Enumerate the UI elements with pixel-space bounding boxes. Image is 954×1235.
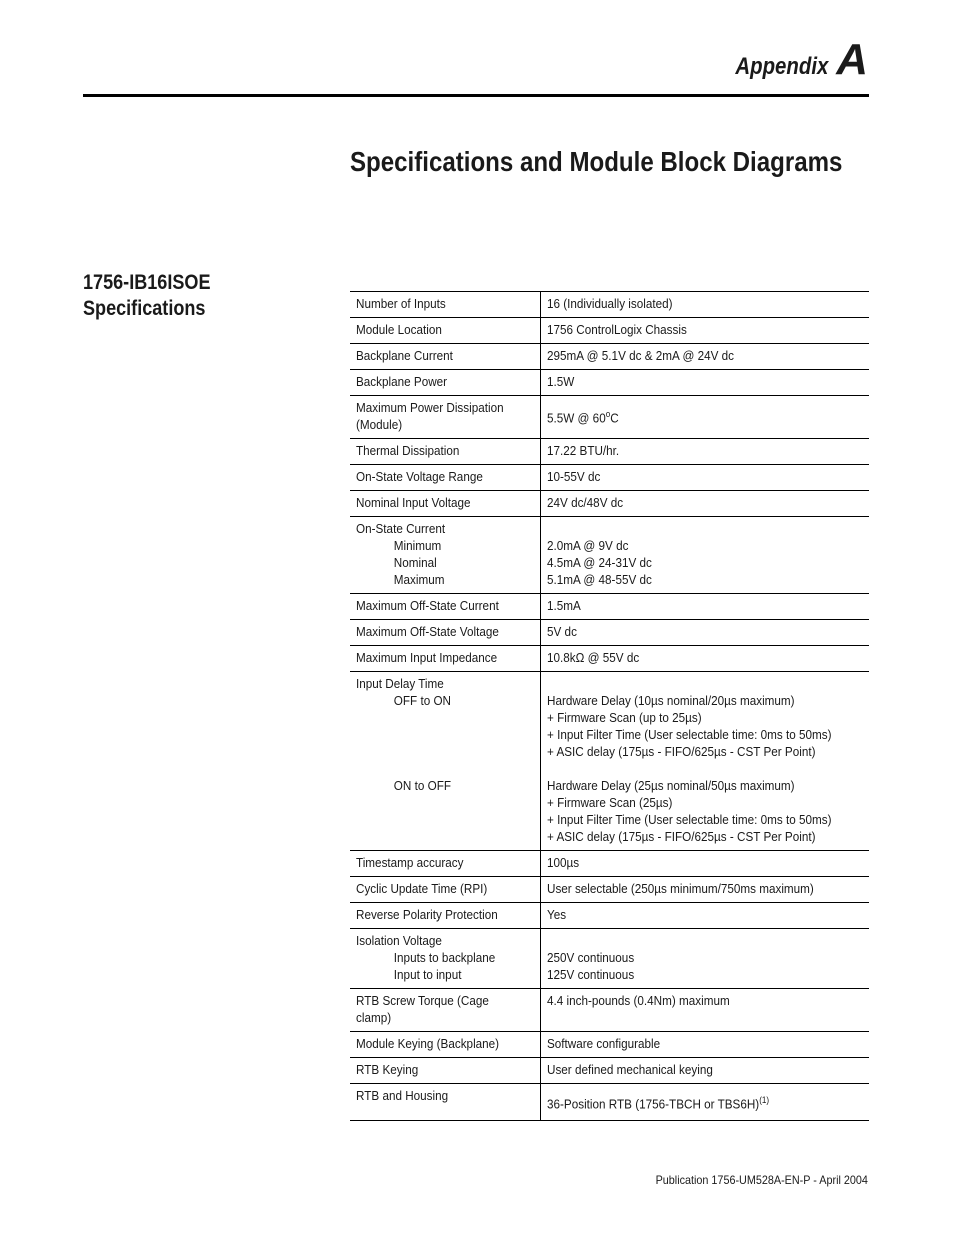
spec-param [350,396,540,439]
appendix-letter: A [836,35,868,84]
spec-param-text: Module Keying (Backplane) [356,1036,500,1051]
spec-row [350,646,869,672]
spec-param [350,594,540,620]
spec-param [350,370,540,396]
spec-param-text: Module Location [356,322,442,337]
spec-subparam: Input to input [393,967,462,982]
spec-subparam: Inputs to backplane [393,950,496,965]
spec-param-text: Nominal Input Voltage [356,495,471,510]
spec-value-text: User selectable (250µs minimum/750ms maximum) [546,881,814,896]
spec-param [350,646,540,672]
spec-value [540,370,869,396]
spec-param [350,929,540,989]
spec-subparam: OFF to ON [393,693,452,708]
spec-row [350,370,869,396]
spec-row [350,1084,869,1121]
spec-value-text: 125V continuous [546,967,635,982]
appendix-word: Appendix [735,53,829,80]
spec-value-text: 250V continuous [546,950,635,965]
spec-value-text: 5V dc [546,624,577,639]
spec-param [350,851,540,877]
spec-value-text: 100µs [546,855,580,870]
spec-value-text: + ASIC delay (175µs - FIFO/625µs - CST Per Point) [546,744,816,759]
spec-param-text: clamp) [356,1010,392,1025]
spec-param [350,439,540,465]
spec-subparam: Minimum [393,538,442,553]
spec-value-text [547,1092,831,1112]
spec-value-text: 10.8kΩ @ 55V dc [546,650,640,665]
footnote-marker: (1) [759,1095,770,1105]
spec-value [540,989,869,1032]
value-base: 5.5W @ 60 [546,410,606,426]
spec-row [350,929,869,989]
spec-row [350,620,869,646]
spec-value-text: 1.5mA [546,598,581,613]
specifications-table [350,291,869,1121]
spec-param-text: Maximum Input Impedance [356,650,498,665]
spec-value-text: 1.5W [546,374,575,389]
spec-row [350,517,869,594]
spec-value-text: 4.5mA @ 24-31V dc [546,555,652,570]
spec-param-text: Thermal Dissipation [356,443,460,458]
spec-param-text: RTB Screw Torque (Cage [356,993,489,1008]
spec-value [540,292,869,318]
spec-param-text: (Module) [356,417,403,432]
spec-value-text: Software configurable [546,1036,661,1051]
value-unit: C [610,410,619,426]
spec-value [540,1032,869,1058]
spec-row [350,877,869,903]
spec-value [540,620,869,646]
spec-param-text: Maximum Power Dissipation [356,400,504,415]
spec-row [350,851,869,877]
spec-param-text: Maximum Off-State Voltage [356,624,499,639]
spec-param [350,465,540,491]
spec-param-text: Cyclic Update Time (RPI) [356,881,488,896]
publication-footer: Publication 1756-UM528A-EN-P - April 2004 [655,1173,868,1187]
spec-value [540,672,869,851]
spec-value-text: Hardware Delay (25µs nominal/50µs maximum) [546,778,795,793]
spec-param [350,877,540,903]
spec-value-text: 17.22 BTU/hr. [546,443,620,458]
spec-row [350,1058,869,1084]
spec-subparam: Maximum [393,572,445,587]
section-heading-line2: Specifications [83,297,206,320]
spec-param-text: Number of Inputs [356,296,446,311]
spec-value [540,851,869,877]
spec-subparam: Nominal [393,555,437,570]
spec-row [350,594,869,620]
spec-param-text: RTB Keying [356,1062,419,1077]
spec-param-text: Backplane Current [356,348,453,363]
spec-value-text: 1756 ControlLogix Chassis [546,322,687,337]
spec-row [350,989,869,1032]
spec-row [350,903,869,929]
spec-value [540,646,869,672]
value-base: 36-Position RTB (1756-TBCH or TBS6H) [546,1096,760,1112]
spec-subparam: ON to OFF [393,778,452,793]
spec-param-text: Input Delay Time [356,676,444,691]
header-rule [83,94,869,97]
spec-param [350,517,540,594]
spec-value [540,491,869,517]
section-heading-line1: 1756-IB16ISOE [83,271,211,294]
spec-row [350,465,869,491]
spec-value-text: 5.1mA @ 48-55V dc [546,572,652,587]
spec-value [540,1084,869,1121]
degree-superscript: o [605,408,611,419]
spec-param-text: Maximum Off-State Current [356,598,499,613]
spec-value-text: + Firmware Scan (up to 25µs) [546,710,702,725]
spec-param [350,292,540,318]
page-title: Specifications and Module Block Diagrams [350,146,843,177]
spec-value [540,465,869,491]
spec-value-text: 2.0mA @ 9V dc [546,538,629,553]
spec-value-text: 16 (Individually isolated) [546,296,673,311]
spec-row [350,344,869,370]
spec-param-text: Isolation Voltage [356,933,442,948]
spec-value-text: + Input Filter Time (User selectable time: 0ms to 50ms) [546,727,832,742]
appendix-header [719,35,868,84]
spec-value-text [547,406,831,426]
spec-value-text: + ASIC delay (175µs - FIFO/625µs - CST Per Point) [546,829,816,844]
spec-value-text: 295mA @ 5.1V dc & 2mA @ 24V dc [546,348,734,363]
spec-value [540,1058,869,1084]
spec-param [350,1058,540,1084]
spec-value [540,929,869,989]
spec-param [350,1032,540,1058]
spec-value-text: + Input Filter Time (User selectable time: 0ms to 50ms) [546,812,832,827]
spec-value-text: 24V dc/48V dc [546,495,624,510]
spec-param-text: On-State Current [356,521,446,536]
spec-row [350,491,869,517]
spec-value [540,903,869,929]
spec-param-text: On-State Voltage Range [356,469,483,484]
spec-param-text: Backplane Power [356,374,448,389]
spec-value-text: + Firmware Scan (25µs) [546,795,673,810]
spec-value [540,517,869,594]
spec-value [540,594,869,620]
spec-row [350,292,869,318]
spec-param [350,491,540,517]
spec-row [350,1032,869,1058]
spec-param [350,672,540,851]
spec-param [350,903,540,929]
spec-param-text: Reverse Polarity Protection [356,907,498,922]
spec-param [350,989,540,1032]
spec-value-text: Hardware Delay (10µs nominal/20µs maximum) [546,693,795,708]
spec-value-text: Yes [546,907,567,922]
spec-row [350,439,869,465]
spec-value [540,877,869,903]
spec-value [540,439,869,465]
spec-param [350,620,540,646]
spec-value-text: 10-55V dc [546,469,601,484]
spec-param [350,318,540,344]
spec-value [540,344,869,370]
spec-row [350,672,869,851]
spec-param-text: Timestamp accuracy [356,855,464,870]
spec-value-text: 4.4 inch-pounds (0.4Nm) maximum [546,993,730,1008]
spec-param-text: RTB and Housing [356,1088,449,1103]
spec-value-text: User defined mechanical keying [546,1062,713,1077]
spec-param [350,344,540,370]
spec-param [350,1084,540,1121]
section-heading [83,270,211,322]
spec-row [350,396,869,439]
spec-value [540,318,869,344]
spec-row [350,318,869,344]
spec-value [540,396,869,439]
